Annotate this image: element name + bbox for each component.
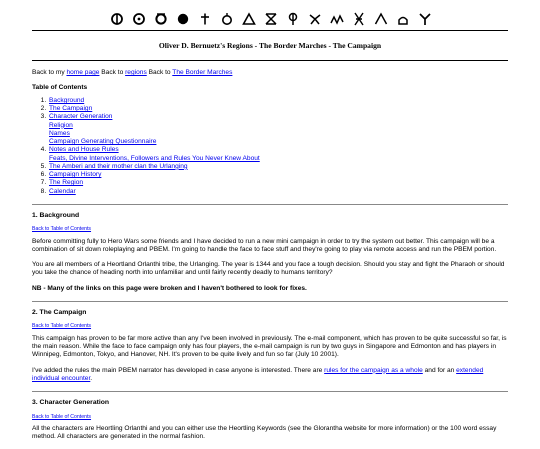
section-heading-campaign: 2. The Campaign bbox=[32, 308, 87, 316]
table-of-contents bbox=[32, 97, 508, 196]
back-navigation bbox=[32, 69, 508, 77]
toc-link-character-generation[interactable]: Character Generation bbox=[49, 113, 113, 121]
y-rune-icon bbox=[418, 12, 432, 26]
triangle-rune-icon bbox=[198, 12, 212, 26]
paragraph-text: and for an bbox=[422, 366, 457, 374]
dagger-rune-icon bbox=[330, 12, 344, 26]
section-divider bbox=[32, 391, 508, 392]
rune-banner bbox=[34, 8, 508, 30]
toc-item bbox=[48, 179, 508, 187]
paragraph: This campaign has proven to be far more active than any I've been involved in previously. The e-mail component, which has proven to be quite successful so far, is the main reason. While the face to face campaign only has four players, the e-mail campaign is run by two guys in Singapore and Edmonton and has players in Winnipeg, Edmonton, Tokyo, and Hanover, NH. It's proven to be quite lively and fun so far (July 10 2001). bbox=[32, 334, 507, 359]
page-title: Oliver D. Bernuetz's Regions - The Border Marches - The Campaign bbox=[158, 41, 382, 50]
regions-link[interactable]: regions bbox=[125, 69, 147, 77]
paragraph bbox=[32, 367, 508, 383]
toc-item bbox=[48, 113, 508, 146]
nav-text: Back to bbox=[99, 69, 126, 77]
top-rule bbox=[32, 30, 508, 31]
toc-item bbox=[48, 105, 508, 113]
toc-title: Table of Contents bbox=[32, 83, 88, 91]
toc-link-religion[interactable]: Religion bbox=[49, 121, 73, 129]
arch-rune-icon bbox=[352, 12, 366, 26]
toc-link-background[interactable]: Background bbox=[49, 96, 85, 104]
toc-item bbox=[48, 97, 508, 105]
nav-text: Back to bbox=[146, 69, 173, 77]
toc-item bbox=[48, 171, 508, 179]
toc-link-history[interactable]: Campaign History bbox=[49, 171, 102, 179]
cross-rune-icon bbox=[176, 12, 190, 26]
back-to-toc-link[interactable]: Back to Table of Contents bbox=[32, 323, 92, 330]
toc-link-amberi[interactable]: The Amberi and their mother clan the Urlanging bbox=[49, 162, 188, 170]
back-to-toc-link[interactable]: Back to Table of Contents bbox=[32, 226, 92, 233]
toc-link-region[interactable]: The Region bbox=[49, 179, 84, 187]
phi-rune-icon bbox=[242, 12, 256, 26]
section-heading-background: 1. Background bbox=[32, 211, 80, 219]
toc-item bbox=[48, 188, 508, 196]
fork-rune-icon bbox=[374, 12, 388, 26]
toc-item bbox=[48, 146, 508, 162]
section-divider bbox=[32, 301, 508, 302]
nav-text: Back to my bbox=[32, 69, 67, 77]
hill-rune-icon bbox=[396, 12, 410, 26]
paragraph: Before committing fully to Hero Wars some friends and I have decided to run a new mini campaign in order to try the system out better. This campaign will be a combination of sit down roleplaying and PBEM. I'm going to handle the face to face stuff and they're going to play via remote access and run the PBEM portion. bbox=[32, 237, 497, 253]
toc-item bbox=[48, 163, 508, 171]
infinity-rune-icon bbox=[132, 12, 146, 26]
encounter-rules-link[interactable]: extended individual encounter bbox=[32, 366, 484, 382]
section-divider bbox=[32, 204, 508, 205]
toc-link-names[interactable]: Names bbox=[49, 129, 70, 137]
zigzag-rune-icon bbox=[286, 12, 300, 26]
toc-link-house-rules[interactable]: Notes and House Rules bbox=[49, 146, 119, 154]
title-rule bbox=[32, 60, 508, 61]
paragraph: All the characters are Heortling Orlanthi and you can either use the Heortling Keywords (see the Glorantha website for more information) or the 100 word essay method. All characters are generated in the normal fashion. bbox=[32, 425, 497, 441]
toc-link-calendar[interactable]: Calendar bbox=[49, 187, 76, 195]
toc-link-feats[interactable]: Feats, Divine Interventions, Followers and Rules You Never Knew About bbox=[49, 154, 260, 162]
paragraph: You are all members of a Heortland Orlanthi tribe, the Urlanging. The year is 1344 and you face a tough decision. Should you stay and fight the Pharaoh or should you take the chance of heading north into unfamiliar and until fairly recently deadly to humans territory? bbox=[32, 261, 505, 277]
page bbox=[32, 8, 508, 449]
toc-link-campaign[interactable]: The Campaign bbox=[49, 105, 93, 113]
campaign-rules-link[interactable]: rules for the campaign as a whole bbox=[324, 366, 423, 374]
section-heading-character-generation: 3. Character Generation bbox=[32, 399, 110, 407]
border-marches-link[interactable]: The Border Marches bbox=[172, 69, 233, 77]
hourglass-rune-icon bbox=[220, 12, 234, 26]
spiral-rune-icon bbox=[264, 12, 278, 26]
disc-rune-icon bbox=[154, 12, 168, 26]
sword-rune-icon bbox=[308, 12, 322, 26]
paragraph-text: I've added the rules the main PBEM narrator has developed in case anyone is interested. There are bbox=[32, 366, 325, 374]
home-page-link[interactable]: home page bbox=[66, 69, 100, 77]
back-to-toc-link[interactable]: Back to Table of Contents bbox=[32, 413, 92, 420]
toc-link-questionnaire[interactable]: Campaign Generating Questionnaire bbox=[49, 138, 157, 146]
ring-rune-icon bbox=[110, 12, 124, 26]
paragraph-text: . bbox=[90, 374, 93, 382]
nb-note: NB - Many of the links on this page were broken and I haven't bothered to look for fixes. bbox=[32, 284, 307, 292]
